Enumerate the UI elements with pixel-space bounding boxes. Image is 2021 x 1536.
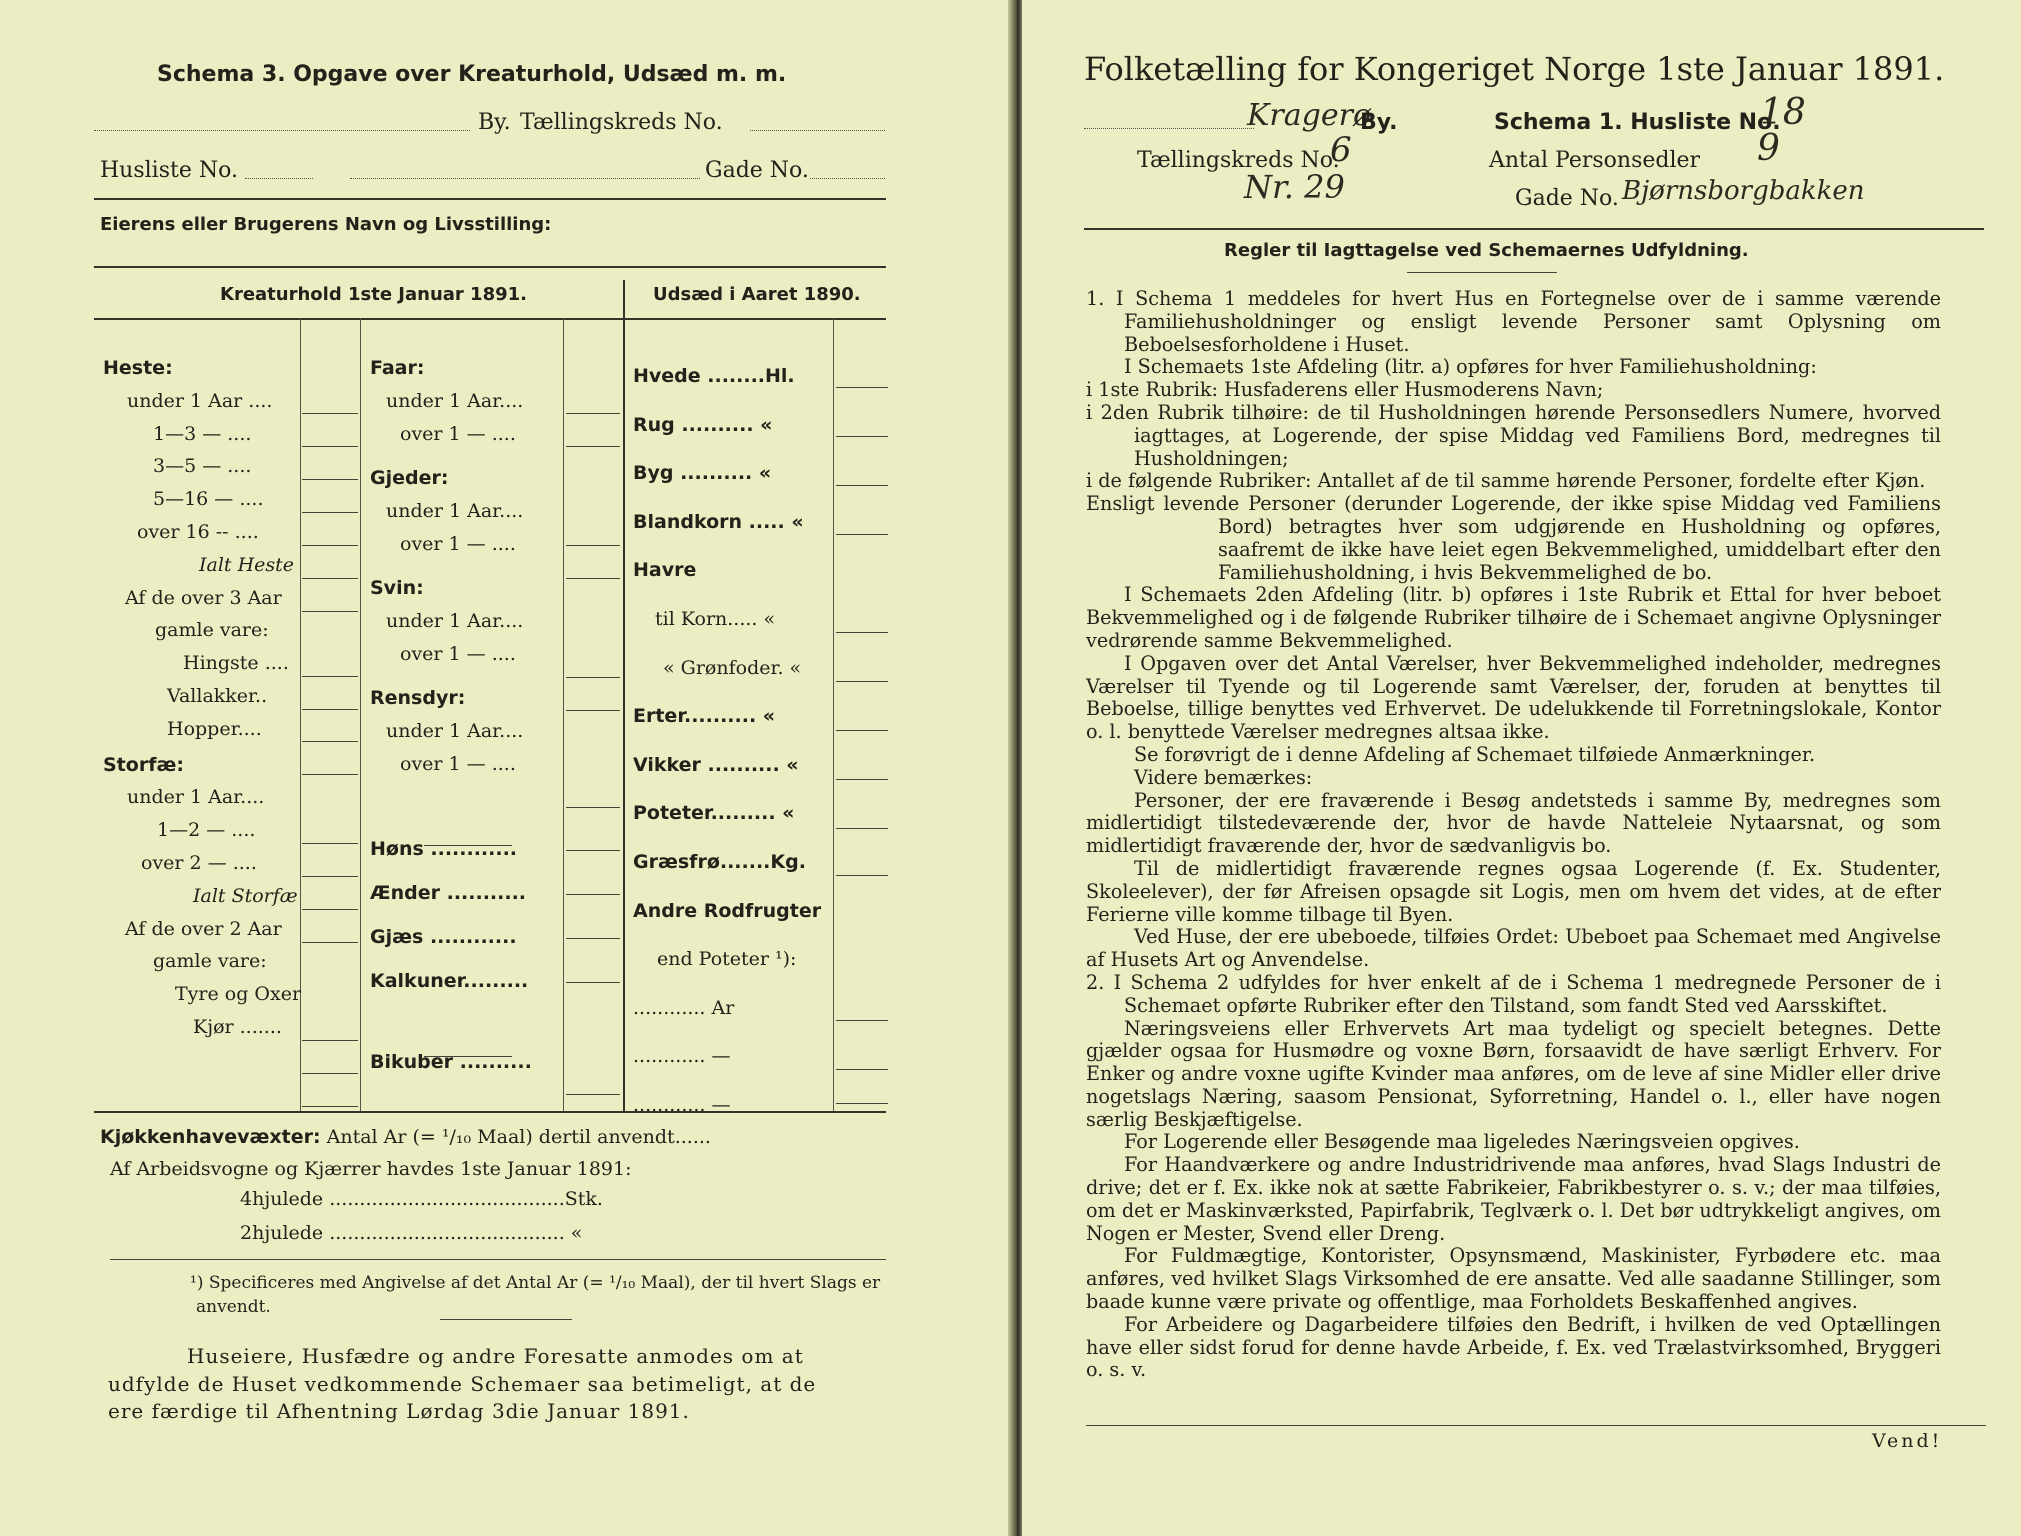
hw-nr: Nr. 29 [1244, 168, 1345, 206]
h-35: 3—5 — .... [153, 455, 252, 478]
svin-label: Svin: [370, 577, 424, 599]
rule-p9: Se forøvrigt de i denne Afdeling af Schemaet tilføiede Anmærkninger. [1134, 742, 1816, 766]
dash-line2: ............ — [633, 1093, 731, 1116]
rule-p1: 1. I Schema 1 meddeles for hvert Hus en Fortegnelse over de i samme værende Familiehusholdninger og ensligt levende Personer samt Oplysning om Beboelsesforholdene i Huset. [1086, 287, 1941, 356]
h-516: 5—16 — .... [153, 488, 264, 511]
col3-answer-line [836, 485, 888, 486]
hw-town: Kragerø [1247, 98, 1371, 133]
schema3-title: Schema 3. Opgave over Kreaturhold, Udsæd m. m. [157, 62, 787, 87]
col3-value-left [833, 318, 834, 1111]
rules-title-underline [1407, 272, 1557, 273]
f-o1: over 1 — .... [400, 423, 516, 445]
col1-answer-line [302, 479, 358, 480]
kjokken-line [100, 1126, 711, 1148]
col1-answer-line [302, 611, 358, 612]
footnote: ¹) Specificeres med Angivelse af det Antal Ar (= ¹/₁₀ Maal), der til hvert Slags er [190, 1273, 881, 1293]
rule-bottom-table [94, 1111, 886, 1113]
rule-p16: For Logerende eller Besøgende maa ligeledes Næringsveien opgives. [1124, 1130, 1800, 1154]
sv-u1: under 1 Aar.... [386, 610, 524, 632]
rule-p15: Næringsveiens eller Erhvervets Art maa tydeligt og specielt betegnes. Dette gjælder ogsaa for Husmødre og voxne Børn, forsaavidt de have særligt Erhverv. For Enker og andre voxne ugifte Kvinder maa anføres, om de leve af sine Midler eller drive nogetslags Næring, saasom Pensionat, Syforretning, Handel o. l., eller have nogen særlig Beskjæftigelse. [1086, 1016, 1941, 1131]
rules-body [1086, 288, 1941, 1382]
col1-answer-line [302, 876, 358, 877]
col1-answer-line [302, 909, 358, 910]
rule-bottom-r [1086, 1425, 1986, 1426]
rule-footnote [110, 1259, 886, 1260]
aender-label: Ænder ........... [370, 882, 527, 904]
h-u1: under 1 Aar .... [127, 389, 273, 412]
bikuber-label: Bikuber .......... [370, 1051, 532, 1073]
kreds-label-r: Tællingskreds No. [1137, 148, 1340, 173]
ar-line: ............ Ar [633, 996, 735, 1019]
rule-top [94, 198, 886, 200]
havre: Havre [633, 559, 697, 582]
rule-p5: i de følgende Rubriker: Antallet af de til samme hørende Personer, fordelte efter Kjøn. [1086, 469, 1926, 493]
rule-p13: Ved Huse, der ere ubeboede, tilføies Ordet: Ubeboet paa Schemaet med Angivelse af Husets Art og Anvendelse. [1086, 925, 1941, 972]
col2-answer-line [566, 982, 620, 983]
erter: Erter.......... « [633, 705, 776, 728]
af-over3: Af de over 3 Aar [125, 586, 282, 609]
to-hjul: 2hjulede ....................................... « [240, 1222, 583, 1244]
col3-answer-line [836, 875, 888, 876]
col1-answer-line [302, 578, 358, 579]
hons-label: Høns ............ [370, 838, 518, 860]
hw-kreds: 6 [1330, 130, 1352, 170]
end-poteter: end Poteter ¹): [657, 948, 797, 971]
col1-answer-line [302, 545, 358, 546]
r-o1: over 1 — .... [400, 753, 516, 775]
rule-p10: Videre bemærkes: [1134, 765, 1313, 789]
fire-hjul: 4hjulede .......................................Stk. [240, 1188, 603, 1210]
gronfoder: « Grønfoder. « [663, 656, 802, 679]
hw-gade: Bjørnsborgbakken [1622, 176, 1865, 206]
rules-title: Regler til Iagttagelse ved Schemaernes Udfyldning. [1224, 240, 1749, 261]
rule-p19: For Arbeidere og Dagarbeidere tilføies den Bedrift, i hvilken de ved Optællingen have eller sidst forud for denne havde Arbeide, f. Ex. ved Trælastvirksomhed, Bryggeri o. s. v. [1086, 1312, 1941, 1382]
h-13: 1—3 — .... [153, 422, 252, 445]
rule-top-r [1084, 228, 1984, 230]
col1-answer-line [302, 1106, 358, 1107]
col2-answer-line [566, 938, 620, 939]
dash-line1: ............ — [633, 1045, 731, 1068]
kreds-dotline [750, 130, 885, 131]
col1-answer-line [302, 512, 358, 513]
g-o1: over 1 — .... [400, 533, 516, 555]
rule-p8: I Opgaven over det Antal Værelser, hver Bekvemmelighed indeholder, medregnes Værelser til Tyende og til Logerende samt Værelser, der, foruden at benyttes til Beboelse, tillige benyttes ved Erhvervet. De udelukkende til Forretningslokale, Kontor o. l. benyttede Værelser medregnes altsaa ikke. [1086, 651, 1941, 744]
byg: Byg .......... « [633, 462, 772, 485]
gade-label: Gade No. [705, 158, 809, 183]
col3-labels [633, 352, 833, 1130]
r-u1: under 1 Aar.... [386, 720, 524, 742]
col1-answer-line [302, 446, 358, 447]
col3-answer-line [836, 779, 888, 780]
col1-answer-line [302, 709, 358, 710]
gade-label-r: Gade No. [1515, 186, 1619, 211]
hopper: Hopper.... [167, 717, 262, 740]
col2-answer-line [566, 894, 620, 895]
kalkuner-label: Kalkuner......... [370, 970, 529, 992]
ialt-heste: Ialt Heste [199, 553, 295, 576]
hw-husliste: 18 [1760, 92, 1806, 133]
col2-answer-line [566, 446, 620, 447]
sv-o1: over 1 — .... [400, 643, 516, 665]
schema1-label: Schema 1. Husliste No. [1494, 110, 1781, 135]
col2-labels [370, 352, 565, 1079]
col1-value-right [360, 318, 361, 1111]
vend-label: Vend! [1872, 1430, 1943, 1452]
col2-answer-line [566, 578, 620, 579]
vikker: Vikker .......... « [633, 753, 799, 776]
gade-dotline2 [810, 178, 885, 179]
f-u1: under 1 Aar.... [386, 390, 524, 412]
closing3: ere færdige til Afhentning Lørdag 3die Januar 1891. [108, 1399, 690, 1423]
rule-p4: i 2den Rubrik tilhøire: de til Husholdningen hørende Personsedlers Numere, hvorved iagttages, at Logerende, der spise Middag ved Familiens Bord, medregnes til Husholdningen; [1086, 400, 1941, 470]
col3-answer-line [836, 828, 888, 829]
af-over2: Af de over 2 Aar [125, 917, 282, 940]
gamle-vare: gamle vare: [155, 619, 269, 642]
rule-p17: For Haandværkere og andre Industridrivende maa anføres, hvad Slags Industri de drive; det er f. Ex. ikke nok at sætte Fabrikeier, Fabrikbestyrer o. s. v.; der maa tilføies, om det er Maskinværksted, Papirfabrik, Teglværk o. l. Det bør udtrykkeligt angives, om Nogen er Mester, Svend eller Dreng. [1086, 1153, 1941, 1245]
s-12: 1—2 — .... [157, 819, 256, 842]
col3-answer-line [836, 534, 888, 535]
hingste: Hingste .... [183, 652, 289, 675]
col1-answer-line [302, 1040, 358, 1041]
g-u1: under 1 Aar.... [386, 500, 524, 522]
rule-p18: For Fuldmægtige, Kontorister, Opsynsmænd, Maskinister, Fyrbødere etc. maa anføres, ved hvilket Slags Virksomhed de ere ansatte. Ved alle saadanne Stillinger, som baade kunne være private og offentlige, maa Forholdets Beskaffenhed angives. [1086, 1244, 1941, 1314]
blandkorn: Blandkorn ..... « [633, 510, 804, 533]
vallakker: Vallakker.. [167, 684, 268, 707]
closing1: Huseiere, Husfædre og andre Foresatte anmodes om at [187, 1344, 804, 1368]
col2-answer-line [566, 413, 620, 414]
rensdyr-label: Rensdyr: [370, 687, 466, 709]
col1-answer-line [302, 676, 358, 677]
col2-answer-line [566, 545, 620, 546]
husliste-label: Husliste No. [100, 158, 238, 183]
gade-dotline [350, 178, 700, 179]
antal-label: Antal Personsedler [1489, 148, 1701, 173]
kreatur-header: Kreaturhold 1ste Januar 1891. [220, 284, 527, 305]
andre-rodfrugter: Andre Rodfrugter [633, 899, 822, 922]
kjokken-rest: Antal Ar (= ¹/₁₀ Maal) dertil anvendt...... [320, 1126, 711, 1148]
ialt-storfae: Ialt Storfæ [193, 884, 298, 907]
col2-answer-line [566, 807, 620, 808]
col2-answer-line [566, 710, 620, 711]
s-o2: over 2 — .... [141, 851, 257, 874]
gamle-vare2: gamle vare: [153, 950, 267, 973]
tyre: Tyre og Oxer [175, 983, 302, 1006]
col2-mid-rule [424, 845, 512, 846]
husliste-dotline [245, 178, 313, 179]
closing2: udfylde de Huset vedkommende Schemaer saa betimeligt, at de [108, 1372, 817, 1396]
col3-answer-line [836, 387, 888, 388]
rule-3 [94, 318, 886, 320]
kjokken-bold: Kjøkkenhavevæxter: [100, 1126, 321, 1148]
rug: Rug .......... « [633, 413, 773, 436]
rule-p3: i 1ste Rubrik: Husfaderens eller Husmoderens Navn; [1086, 378, 1604, 402]
main-divider [623, 280, 625, 1112]
hw-antal: 9 [1757, 128, 1780, 169]
h-o16: over 16 -- .... [137, 520, 259, 543]
census-title: Folketælling for Kongeriget Norge 1ste Januar 1891. [1084, 50, 1945, 88]
town-dotline [1084, 128, 1254, 129]
col1-answer-line [302, 1073, 358, 1074]
footnote2: anvendt. [196, 1297, 271, 1317]
rule-p12: Til de midlertidigt fraværende regnes ogsaa Logerende (f. Ex. Studenter, Skoleelever), der før Afreisen opsagde sit Logis, men om hvem det vides, at de efter Ferierne ville komme tilbage til Byen. [1086, 856, 1941, 926]
faar-label: Faar: [370, 357, 425, 379]
col3-answer-line [836, 632, 888, 633]
col2-answer-line [566, 1094, 620, 1095]
col2-low-rule [424, 1056, 512, 1057]
col1-answer-line [302, 942, 358, 943]
poteter: Poteter......... « [633, 802, 795, 825]
udsaed-header: Udsæd i Aaret 1890. [653, 284, 861, 305]
til-korn: til Korn..... « [655, 607, 776, 630]
col3-answer-line [836, 436, 888, 437]
storfae-label: Storfæ: [103, 753, 184, 776]
graesfro: Græsfrø.......Kg. [633, 850, 806, 873]
arbeidsvogne: Af Arbeidsvogne og Kjærrer havdes 1ste Januar 1891: [110, 1158, 632, 1180]
col1-answer-line [302, 413, 358, 414]
rule-p6: Ensligt levende Personer (derunder Logerende, der ikke spise Middag ved Familiens Bord) betragtes hver som udgjørende en Husholdning og opføres, saafremt de ikke have leiet egen Bekvemmelighed, umiddelbart efter den Familiehusholdning, i hvis Bekvemmelighed de bo. [1086, 492, 1941, 584]
right-page [1022, 0, 2021, 1536]
hvede: Hvede ........Hl. [633, 365, 795, 387]
col3-answer-line [836, 1069, 888, 1070]
kjor: Kjør ....... [193, 1015, 282, 1038]
col3-answer-line [836, 681, 888, 682]
rule-p11: Personer, der ere fraværende i Besøg andetsteds i samme By, medregnes som midlertidigt tilstedeværende der, hvor de havde Natteleie Nytaarsnat, og som midlertidigt fraværende der, hvor de sædvanligvis bo. [1086, 788, 1941, 858]
col1-labels [103, 352, 303, 1044]
by-dotline [94, 130, 470, 131]
col2-answer-line [566, 677, 620, 678]
rule-2 [94, 266, 886, 268]
by-label: By. [478, 110, 511, 135]
col3-answer-line [836, 730, 888, 731]
short-rule [440, 1319, 572, 1320]
col1-answer-line [302, 843, 358, 844]
col3-answer-line [836, 1103, 888, 1104]
col3-answer-line [836, 1020, 888, 1021]
eier-label: Eierens eller Brugerens Navn og Livsstilling: [100, 214, 552, 235]
s-u1: under 1 Aar.... [127, 786, 265, 809]
by-label-r: By. [1360, 110, 1398, 135]
gjaes-label: Gjæs ............ [370, 926, 517, 948]
col1-answer-line [302, 741, 358, 742]
gjeder-label: Gjeder: [370, 467, 449, 489]
heste-label: Heste: [103, 357, 173, 379]
rule-p2: I Schemaets 1ste Afdeling (litr. a) opføres for hver Familiehusholdning: [1124, 355, 1817, 379]
kreds-label: Tællingskreds No. [520, 110, 723, 135]
rule-p14: 2. I Schema 2 udfyldes for hver enkelt af de i Schema 1 medregnede Personer de i Schemaet opførte Rubriker efter den Tilstand, som fandt Sted ved Aarsskiftet. [1086, 970, 1941, 1017]
col1-answer-line [302, 774, 358, 775]
rule-p7: I Schemaets 2den Afdeling (litr. b) opføres i 1ste Rubrik et Ettal for hver beboet Bekvemmelighed og i de følgende Rubriker tilhøire de i Schemaet angivne Oplysninger vedrørende samme Bekvemmelighed. [1086, 583, 1941, 652]
col2-answer-line [566, 850, 620, 851]
